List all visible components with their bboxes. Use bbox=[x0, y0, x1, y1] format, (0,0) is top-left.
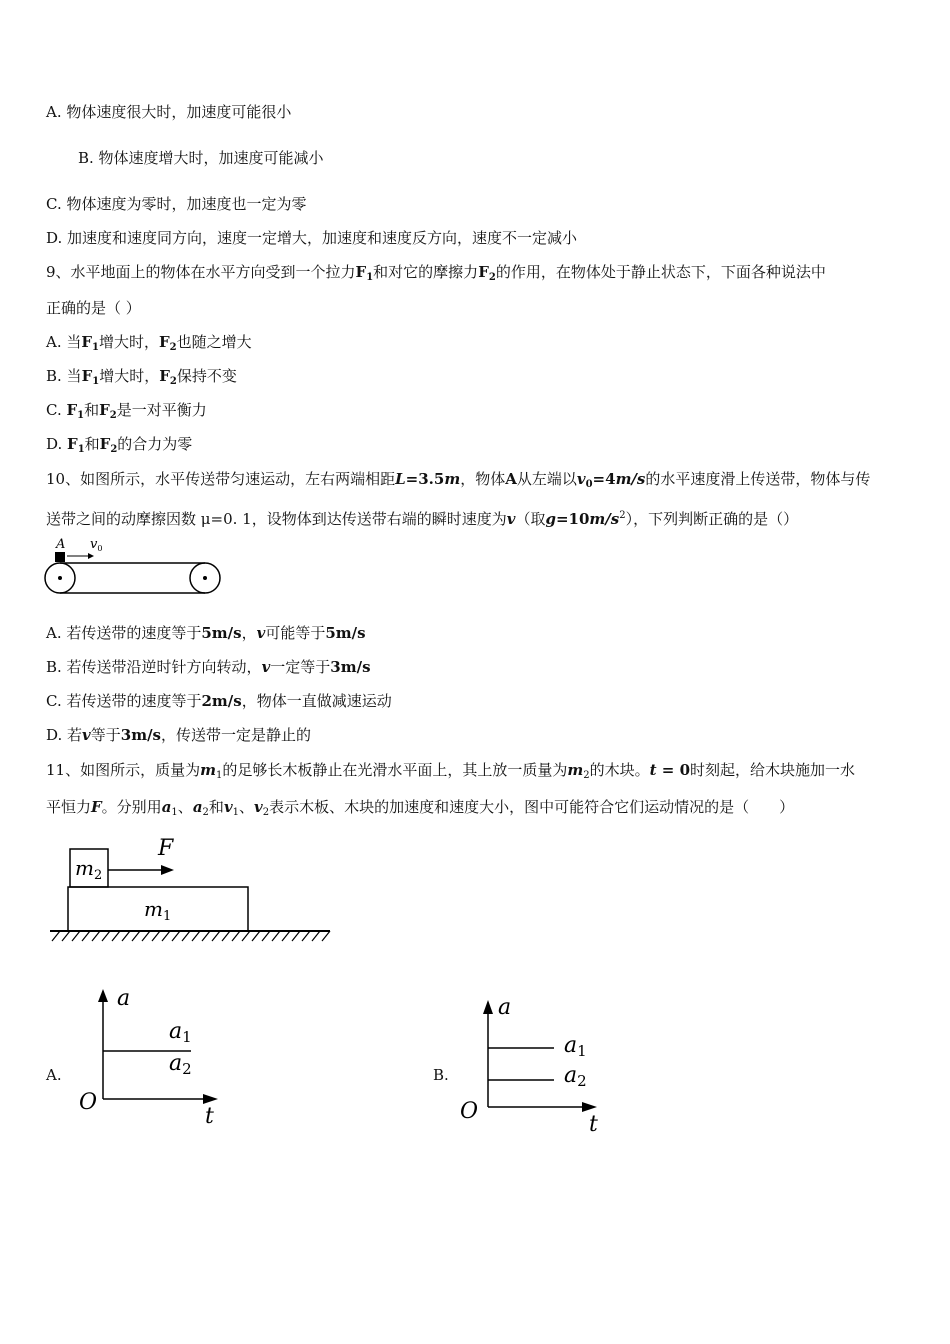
q9-stem-line2: 正确的是（ ） bbox=[46, 299, 141, 317]
velocity-arrowhead bbox=[88, 553, 94, 559]
q8-option-d: D. 加速度和速度同方向，速度一定增大，加速度和速度反方向，速度不一定减小 bbox=[46, 229, 578, 247]
q10-option-c: C. 若传送带的速度等于2m/s，物体一直做减速运动 bbox=[46, 692, 392, 710]
q9-stem-line1: 9、水平地面上的物体在水平方向受到一个拉力$F_1$和对它的摩擦力$F_2$的作用，在物体处于静止状态下，下面各种说法中 bbox=[46, 263, 826, 283]
q9-option-c: C. $F_1$和$F_2$是一对平衡力 bbox=[46, 401, 207, 421]
q9-option-b: B. 当$F_1$增大时，$F_2$保持不变 bbox=[46, 367, 237, 387]
q9-option-a: A. 当$F_1$增大时，$F_2$也随之增大 bbox=[46, 333, 252, 353]
y-axis-arrowhead bbox=[98, 989, 108, 1002]
label-a1: a1 bbox=[169, 1019, 192, 1046]
y-axis-arrowhead bbox=[483, 1000, 493, 1014]
label-v0: $v_0$ bbox=[90, 537, 103, 553]
q10-stem-line2: 送带之间的动摩擦因数 μ=0. 1，设物体到达传送带右端的瞬时速度为v（取$g=10m/s^2$），下列判断正确的是（） bbox=[46, 510, 799, 528]
label-m1: $m_1$ bbox=[144, 897, 172, 924]
q11-stem-line1: 11、如图所示，质量为$m_1$的足够长木板静止在光滑水平面上，其上放一质量为$m_2$的木块。t = 0时刻起，给木块施加一水 bbox=[46, 761, 856, 781]
q11-option-b-label: B. bbox=[433, 1066, 449, 1084]
force-arrowhead bbox=[161, 865, 174, 875]
label-a2: a2 bbox=[564, 1063, 587, 1090]
graph-option-b bbox=[458, 990, 618, 1140]
block-a bbox=[55, 552, 65, 562]
q8-option-a: A. 物体速度很大时，加速度可能很小 bbox=[46, 103, 292, 121]
axis-label-a: a bbox=[498, 995, 512, 1020]
q9-option-d: D. $F_1$和$F_2$的合力为零 bbox=[46, 435, 193, 455]
label-m2: $m_2$ bbox=[75, 856, 103, 883]
label-f: F bbox=[158, 836, 174, 861]
q10-option-d: D. 若v等于3m/s，传送带一定是静止的 bbox=[46, 726, 312, 744]
q11-stem-line2: 平恒力F。分别用$a_1$、$a_2$和$v_1$、$v_2$表示木板、木块的加速度和速度大小，图中可能符合它们运动情况的是（ ） bbox=[46, 798, 795, 818]
x-axis-arrowhead bbox=[203, 1094, 218, 1104]
axis-label-t: t bbox=[205, 1104, 214, 1129]
q10-stem-line1: 10、如图所示，水平传送带匀速运动，左右两端相距L=3.5m，物体A从左端以$v_0=4m/s$的水平速度滑上传送带，物体与传 bbox=[46, 470, 871, 490]
ground-hatching bbox=[52, 931, 330, 941]
x-axis-arrowhead bbox=[582, 1102, 597, 1112]
right-pulley-center bbox=[203, 576, 207, 580]
q8-option-c: C. 物体速度为零时，加速度也一定为零 bbox=[46, 195, 307, 213]
axis-label-a: a bbox=[117, 986, 131, 1011]
q8-option-b: B. 物体速度增大时，加速度可能减小 bbox=[78, 149, 324, 167]
label-a1: a1 bbox=[564, 1033, 587, 1060]
label-a2: a2 bbox=[169, 1051, 192, 1078]
q10-option-a: A. 若传送带的速度等于5m/s，v可能等于5m/s bbox=[46, 624, 366, 642]
graph-option-a bbox=[75, 985, 235, 1135]
left-pulley-center bbox=[58, 576, 62, 580]
q10-option-b: B. 若传送带沿逆时针方向转动，v一定等于3m/s bbox=[46, 658, 371, 676]
conveyor-belt-figure bbox=[44, 536, 224, 596]
origin-label: O bbox=[79, 1090, 98, 1115]
axis-label-t: t bbox=[589, 1112, 598, 1137]
origin-label: O bbox=[460, 1099, 479, 1124]
board-block-figure bbox=[48, 830, 333, 945]
q11-option-a-label: A. bbox=[46, 1066, 62, 1084]
label-a: A bbox=[56, 537, 66, 552]
